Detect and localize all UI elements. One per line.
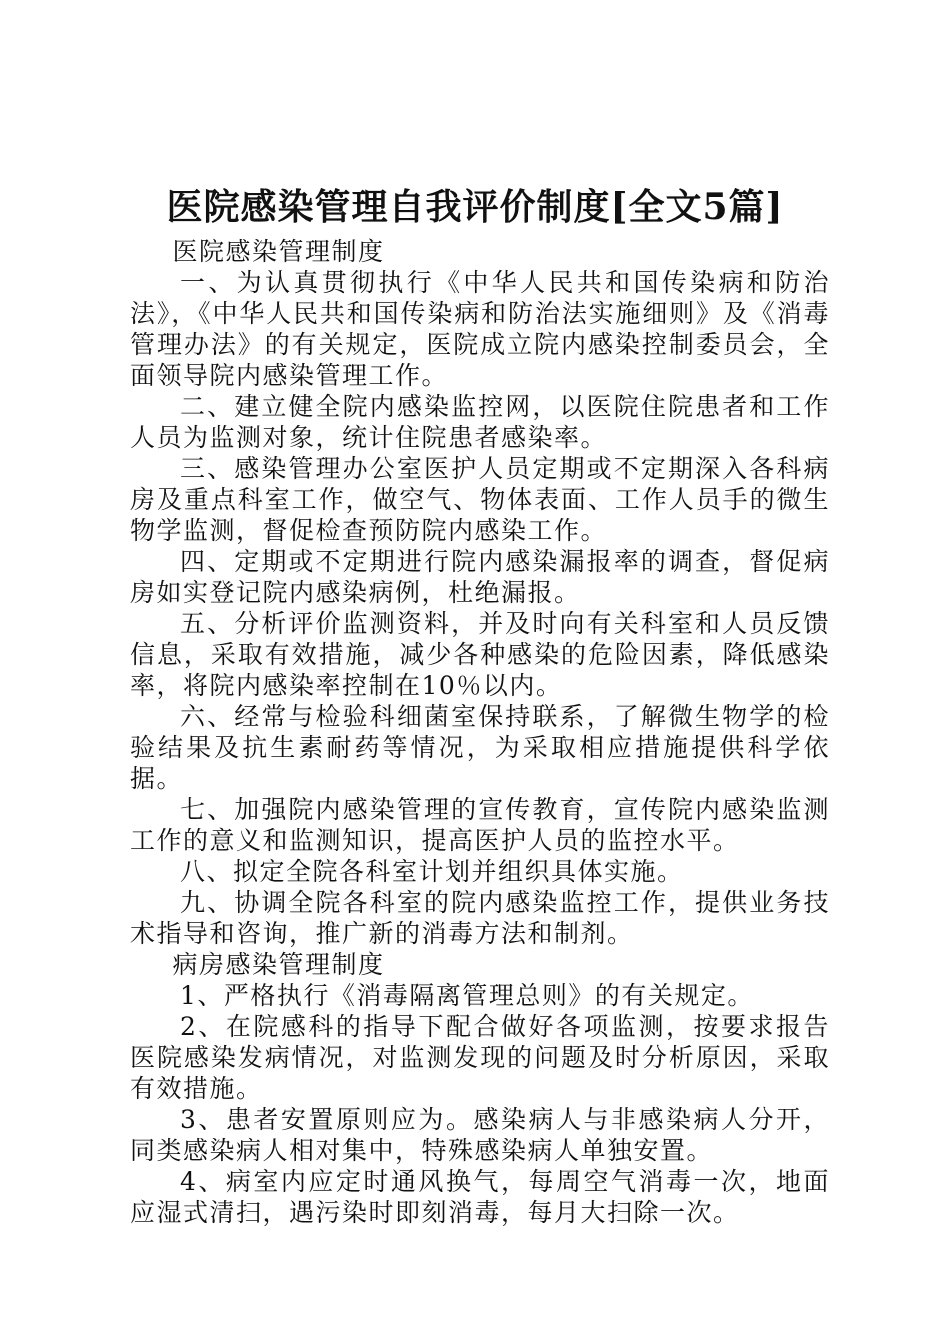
paragraph: 六、经常与检验科细菌室保持联系，了解微生物学的检验结果及抗生素耐药等情况，为采取相应措施提供科学依据。 <box>130 702 830 793</box>
paragraph: 七、加强院内感染管理的宣传教育，宣传院内感染监测工作的意义和监测知识，提高医护人员的监控水平。 <box>130 795 830 855</box>
paragraph: 四、定期或不定期进行院内感染漏报率的调查，督促病房如实登记院内感染病例，杜绝漏报。 <box>130 547 830 607</box>
paragraph: 三、感染管理办公室医护人员定期或不定期深入各科病房及重点科室工作，做空气、物体表面、工作人员手的微生物学监测，督促检查预防院内感染工作。 <box>130 454 830 545</box>
paragraph: 二、建立健全院内感染监控网，以医院住院患者和工作人员为监测对象，统计住院患者感染率。 <box>130 392 830 452</box>
paragraph: 4、病室内应定时通风换气，每周空气消毒一次，地面应湿式清扫，遇污染时即刻消毒，每月大扫除一次。 <box>130 1167 830 1227</box>
paragraph: 2、在院感科的指导下配合做好各项监测，按要求报告医院感染发病情况，对监测发现的问题及时分析原因，采取有效措施。 <box>130 1012 830 1103</box>
paragraph: 1、严格执行《消毒隔离管理总则》的有关规定。 <box>180 981 754 1010</box>
paragraph: 一、为认真贯彻执行《中华人民共和国传染病和防治法》，《中华人民共和国传染病和防治法实施细则》及《消毒管理办法》的有关规定，医院成立院内感染控制委员会，全面领导院内感染管理工作。 <box>130 268 830 390</box>
section-heading: 病房感染管理制度 <box>172 950 385 979</box>
section-heading: 医院感染管理制度 <box>172 237 385 266</box>
paragraph: 3、患者安置原则应为。感染病人与非感染病人分开，同类感染病人相对集中，特殊感染病人单独安置。 <box>130 1105 830 1165</box>
paragraph: 五、分析评价监测资料，并及时向有关科室和人员反馈信息，采取有效措施，减少各种感染的危险因素，降低感染率，将院内感染率控制在10％以内。 <box>130 609 830 700</box>
document-body <box>130 236 830 1228</box>
paragraph: 九、协调全院各科室的院内感染监控工作，提供业务技术指导和咨询，推广新的消毒方法和制剂。 <box>130 888 830 948</box>
paragraph: 八、拟定全院各科室计划并组织具体实施。 <box>180 857 684 886</box>
document-title: 医院感染管理自我评价制度[全文5篇] <box>166 186 784 228</box>
